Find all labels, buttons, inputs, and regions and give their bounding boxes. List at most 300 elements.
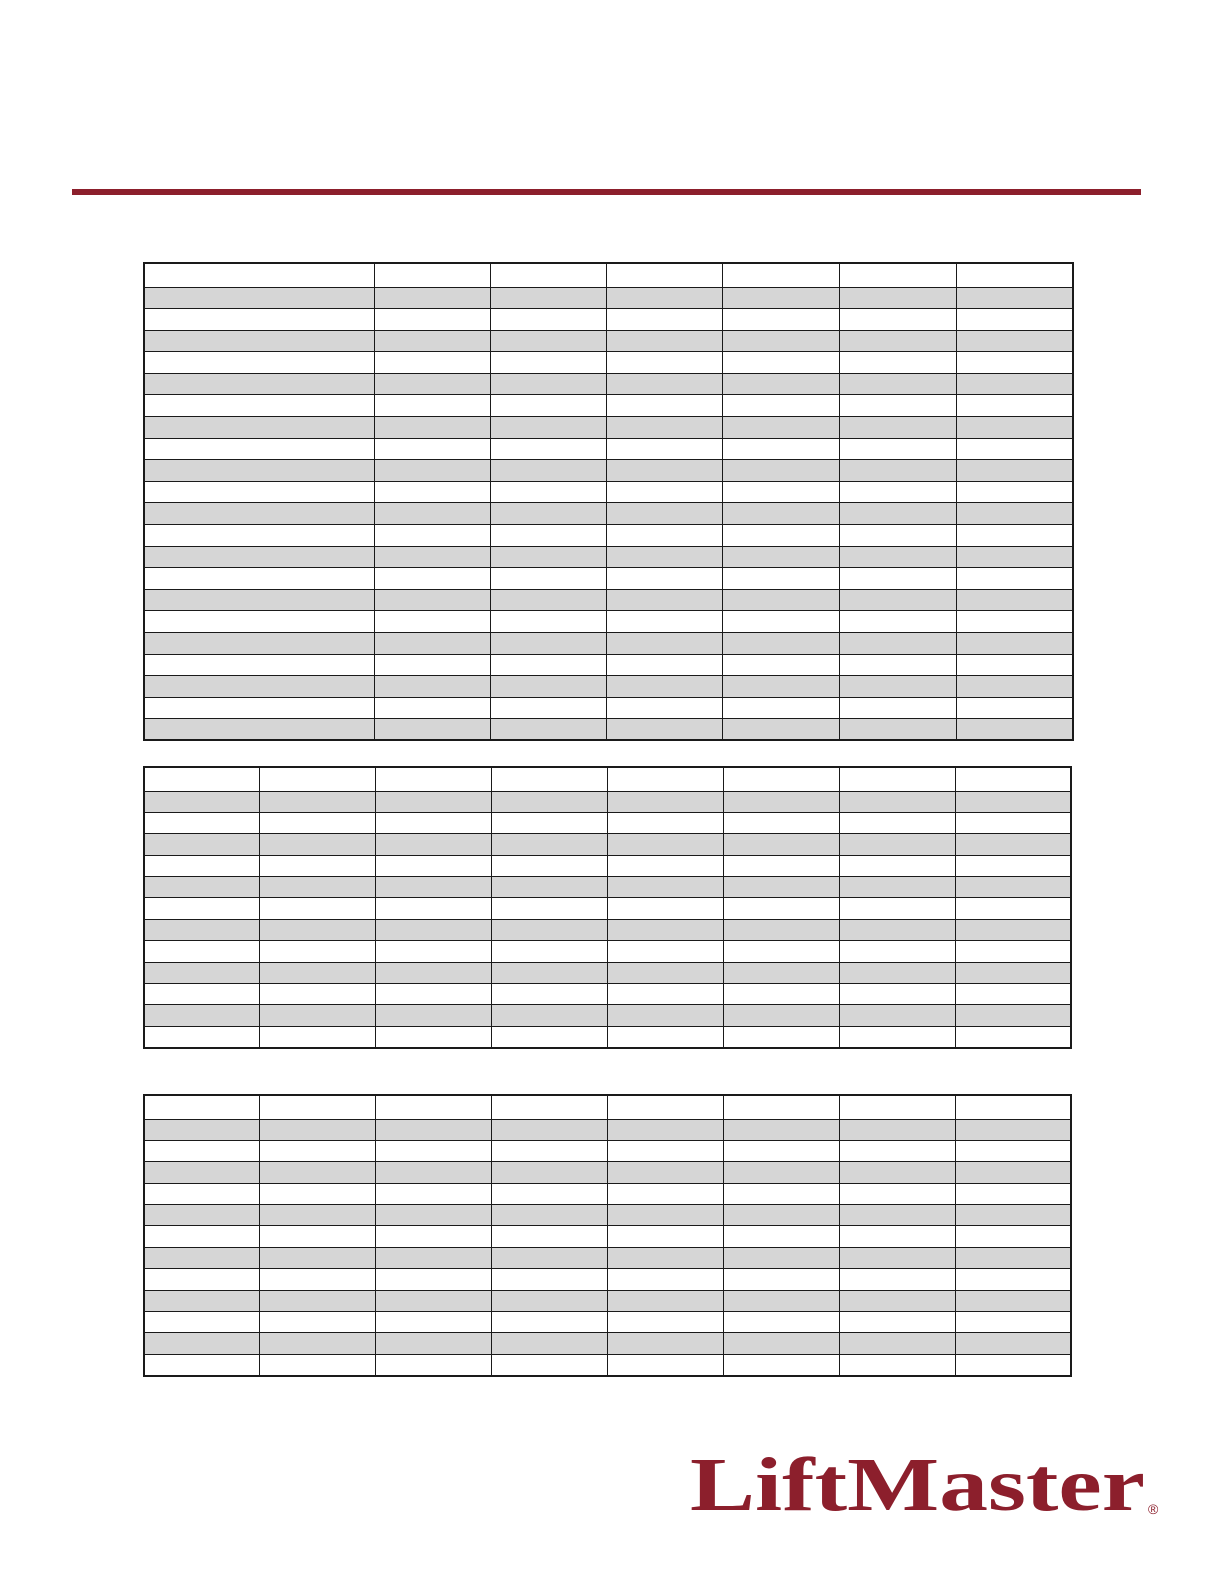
table-cell [608,984,724,1005]
table-cell [376,962,492,983]
table-row [144,791,1071,812]
table-cell [144,633,374,655]
table-cell [144,919,260,940]
table-cell [723,1119,839,1140]
table-cell [376,1162,492,1183]
table-cell [839,654,956,676]
table-cell [608,1312,724,1333]
table-cell [955,1140,1071,1161]
table-cell [839,941,955,962]
table-cell [956,633,1073,655]
table-cell [490,417,606,439]
table-cell [144,1140,260,1161]
table-cell [376,767,492,791]
table-cell [144,877,260,898]
table-cell [490,373,606,395]
table-cell [490,481,606,503]
table-cell [956,309,1073,331]
table-cell [606,460,722,482]
table-cell [955,1162,1071,1183]
table-cell [144,1183,260,1204]
table-cell [839,984,955,1005]
table-cell [606,438,722,460]
table-cell [839,481,956,503]
table-cell [606,263,722,287]
table-cell [606,373,722,395]
table-cell [144,898,260,919]
table-cell [376,1119,492,1140]
table-cell [374,481,490,503]
table-cell [492,1205,608,1226]
table-cell [144,855,260,876]
table-cell [606,481,722,503]
table-cell [376,1333,492,1354]
table-row [144,919,1071,940]
table-3-body [144,1095,1071,1376]
table-cell [839,1162,955,1183]
table-row [144,1269,1071,1290]
table-cell [144,611,374,633]
table-cell [839,1312,955,1333]
table-cell [723,1005,839,1026]
table-cell [839,546,956,568]
table-row [144,767,1071,791]
table-cell [723,1333,839,1354]
table-cell [839,676,956,698]
table-row [144,812,1071,833]
table-cell [608,1205,724,1226]
table-row [144,654,1073,676]
table-row [144,395,1073,417]
table-row [144,697,1073,719]
table-cell [956,263,1073,287]
table-cell [839,697,956,719]
table-cell [606,287,722,309]
table-cell [722,352,839,374]
table-cell [376,1026,492,1047]
table-cell [492,1140,608,1161]
table-cell [839,1119,955,1140]
table-cell [144,395,374,417]
table-cell [839,287,956,309]
table-cell [144,1119,260,1140]
table-cell [144,373,374,395]
table-cell [608,1333,724,1354]
table-cell [839,438,956,460]
table-cell [956,611,1073,633]
table-cell [839,1095,955,1119]
table-row [144,481,1073,503]
table-cell [490,611,606,633]
table-cell [723,1269,839,1290]
table-row [144,1333,1071,1354]
table-cell [722,568,839,590]
table-cell [490,438,606,460]
table-cell [492,1183,608,1204]
data-table-1 [143,262,1074,741]
table-cell [723,1226,839,1247]
table-cell [722,287,839,309]
table-cell [608,898,724,919]
table-cell [606,697,722,719]
table-cell [144,697,374,719]
table-row [144,546,1073,568]
table-cell [374,460,490,482]
table-cell [956,525,1073,547]
table-cell [144,460,374,482]
table-row [144,676,1073,698]
table-cell [376,1005,492,1026]
logo-wordmark: LiftMaster [690,1448,1145,1518]
table-cell [492,1226,608,1247]
table-cell [722,417,839,439]
table-cell [723,1183,839,1204]
table-cell [722,546,839,568]
table-cell [260,1205,376,1226]
table-cell [260,1333,376,1354]
liftmaster-logo [690,1448,1162,1518]
registered-mark: ® [1148,1501,1159,1517]
table-cell [608,1005,724,1026]
table-cell [144,719,374,741]
table-cell [608,1354,724,1375]
table-row [144,417,1073,439]
table-cell [722,395,839,417]
table-cell [606,417,722,439]
data-table-2 [143,766,1072,1049]
table-cell [144,503,374,525]
table-cell [144,1290,260,1311]
table-row [144,941,1071,962]
table-cell [260,919,376,940]
table-cell [955,1354,1071,1375]
table-cell [839,791,955,812]
table-cell [374,352,490,374]
table-cell [608,1269,724,1290]
table-cell [722,611,839,633]
table-cell [144,1005,260,1026]
table-cell [376,1312,492,1333]
table-cell [955,1247,1071,1268]
table-cell [723,1026,839,1047]
table-cell [956,654,1073,676]
table-cell [723,791,839,812]
table-row [144,834,1071,855]
table-cell [374,525,490,547]
table-cell [955,1095,1071,1119]
table-cell [374,503,490,525]
table-cell [376,919,492,940]
table-cell [723,1205,839,1226]
table-cell [260,834,376,855]
table-cell [144,330,374,352]
table-cell [955,834,1071,855]
table-cell [956,460,1073,482]
table-row [144,309,1073,331]
table-cell [722,654,839,676]
table-cell [955,812,1071,833]
table-cell [723,941,839,962]
table-cell [144,1269,260,1290]
table-cell [606,719,722,741]
table-cell [723,767,839,791]
table-cell [606,395,722,417]
table-cell [955,791,1071,812]
table-cell [490,287,606,309]
table-cell [608,834,724,855]
table-cell [260,1226,376,1247]
table-cell [374,438,490,460]
table-row [144,1183,1071,1204]
table-cell [723,1140,839,1161]
table-cell [723,919,839,940]
table-cell [144,1205,260,1226]
table-cell [839,373,956,395]
table-cell [260,962,376,983]
table-row [144,984,1071,1005]
table-cell [608,941,724,962]
table-cell [956,287,1073,309]
table-row [144,1226,1071,1247]
table-cell [839,1026,955,1047]
table-row [144,460,1073,482]
table-cell [144,1354,260,1375]
table-cell [956,373,1073,395]
table-cell [374,546,490,568]
table-cell [839,962,955,983]
table-row [144,1162,1071,1183]
table-cell [722,460,839,482]
table-cell [956,481,1073,503]
table-cell [839,1333,955,1354]
table-cell [376,877,492,898]
table-cell [144,1026,260,1047]
table-cell [723,1095,839,1119]
table-cell [608,1026,724,1047]
table-cell [374,719,490,741]
table-cell [839,877,955,898]
table-cell [376,1354,492,1375]
table-cell [723,898,839,919]
table-cell [839,1269,955,1290]
table-cell [144,1095,260,1119]
table-row [144,1312,1071,1333]
table-cell [260,1269,376,1290]
table-cell [839,395,956,417]
table-cell [608,1095,724,1119]
table-row [144,1140,1071,1161]
table-cell [839,568,956,590]
table-cell [260,1162,376,1183]
table-cell [839,855,955,876]
table-cell [606,330,722,352]
table-cell [608,855,724,876]
table-row [144,1354,1071,1375]
table-cell [955,919,1071,940]
table-cell [839,330,956,352]
table-cell [376,855,492,876]
table-cell [608,791,724,812]
table-cell [376,898,492,919]
table-cell [839,898,955,919]
table-cell [144,984,260,1005]
table-cell [956,395,1073,417]
table-cell [374,654,490,676]
table-cell [260,1119,376,1140]
table-cell [606,676,722,698]
table-cell [144,812,260,833]
table-cell [492,919,608,940]
table-row [144,633,1073,655]
table-cell [492,1312,608,1333]
table-cell [144,1247,260,1268]
table-cell [260,898,376,919]
table-cell [839,611,956,633]
table-cell [144,352,374,374]
table-row [144,719,1073,741]
table-cell [839,834,955,855]
table-cell [492,941,608,962]
table-cell [955,1333,1071,1354]
table-cell [376,1183,492,1204]
table-cell [374,589,490,611]
table-cell [722,309,839,331]
table-cell [144,263,374,287]
table-cell [608,1290,724,1311]
table-cell [374,417,490,439]
table-cell [376,1269,492,1290]
table-cell [956,719,1073,741]
table-cell [608,1162,724,1183]
table-cell [492,1269,608,1290]
table-cell [723,834,839,855]
table-cell [490,309,606,331]
table-cell [144,941,260,962]
table-cell [955,877,1071,898]
table-cell [492,1333,608,1354]
table-cell [374,330,490,352]
table-cell [606,654,722,676]
table-row [144,287,1073,309]
table-cell [144,309,374,331]
table-cell [376,834,492,855]
table-row [144,1119,1071,1140]
table-cell [839,263,956,287]
table-cell [722,719,839,741]
table-cell [490,589,606,611]
table-cell [144,962,260,983]
table-cell [374,568,490,590]
table-cell [955,1312,1071,1333]
table-1-body [144,263,1073,740]
table-cell [606,309,722,331]
table-row [144,962,1071,983]
table-cell [839,1354,955,1375]
table-cell [492,1095,608,1119]
table-cell [492,812,608,833]
table-cell [374,676,490,698]
table-cell [490,395,606,417]
table-cell [722,503,839,525]
table-cell [260,877,376,898]
table-row [144,898,1071,919]
table-cell [723,1354,839,1375]
table-cell [608,1140,724,1161]
table-cell [492,1354,608,1375]
table-cell [723,962,839,983]
table-cell [839,309,956,331]
table-cell [144,525,374,547]
table-cell [144,1226,260,1247]
table-cell [490,654,606,676]
table-cell [492,834,608,855]
table-cell [956,417,1073,439]
table-cell [144,676,374,698]
table-cell [374,395,490,417]
table-cell [490,676,606,698]
table-cell [606,546,722,568]
table-cell [492,767,608,791]
table-cell [722,697,839,719]
table-row [144,438,1073,460]
table-cell [144,417,374,439]
table-cell [606,352,722,374]
table-cell [955,898,1071,919]
table-cell [376,1140,492,1161]
table-row [144,352,1073,374]
table-cell [144,481,374,503]
table-cell [260,791,376,812]
table-cell [956,503,1073,525]
table-cell [608,962,724,983]
table-cell [260,1354,376,1375]
table-cell [492,962,608,983]
table-cell [839,1290,955,1311]
table-row [144,1247,1071,1268]
table-cell [955,1226,1071,1247]
table-row [144,525,1073,547]
table-cell [956,352,1073,374]
table-cell [376,984,492,1005]
table-cell [723,984,839,1005]
table-cell [723,855,839,876]
table-cell [490,633,606,655]
table-cell [839,589,956,611]
table-cell [839,1205,955,1226]
table-cell [955,1005,1071,1026]
table-cell [144,1312,260,1333]
table-cell [606,633,722,655]
table-cell [839,1247,955,1268]
table-cell [490,719,606,741]
table-row [144,263,1073,287]
table-cell [606,503,722,525]
table-cell [722,481,839,503]
table-cell [955,1026,1071,1047]
table-row [144,1026,1071,1047]
table-cell [376,791,492,812]
table-cell [723,1290,839,1311]
table-cell [374,287,490,309]
table-cell [260,984,376,1005]
table-cell [144,287,374,309]
table-cell [492,1162,608,1183]
table-cell [490,263,606,287]
table-cell [144,589,374,611]
table-row [144,611,1073,633]
table-cell [955,984,1071,1005]
table-row [144,503,1073,525]
